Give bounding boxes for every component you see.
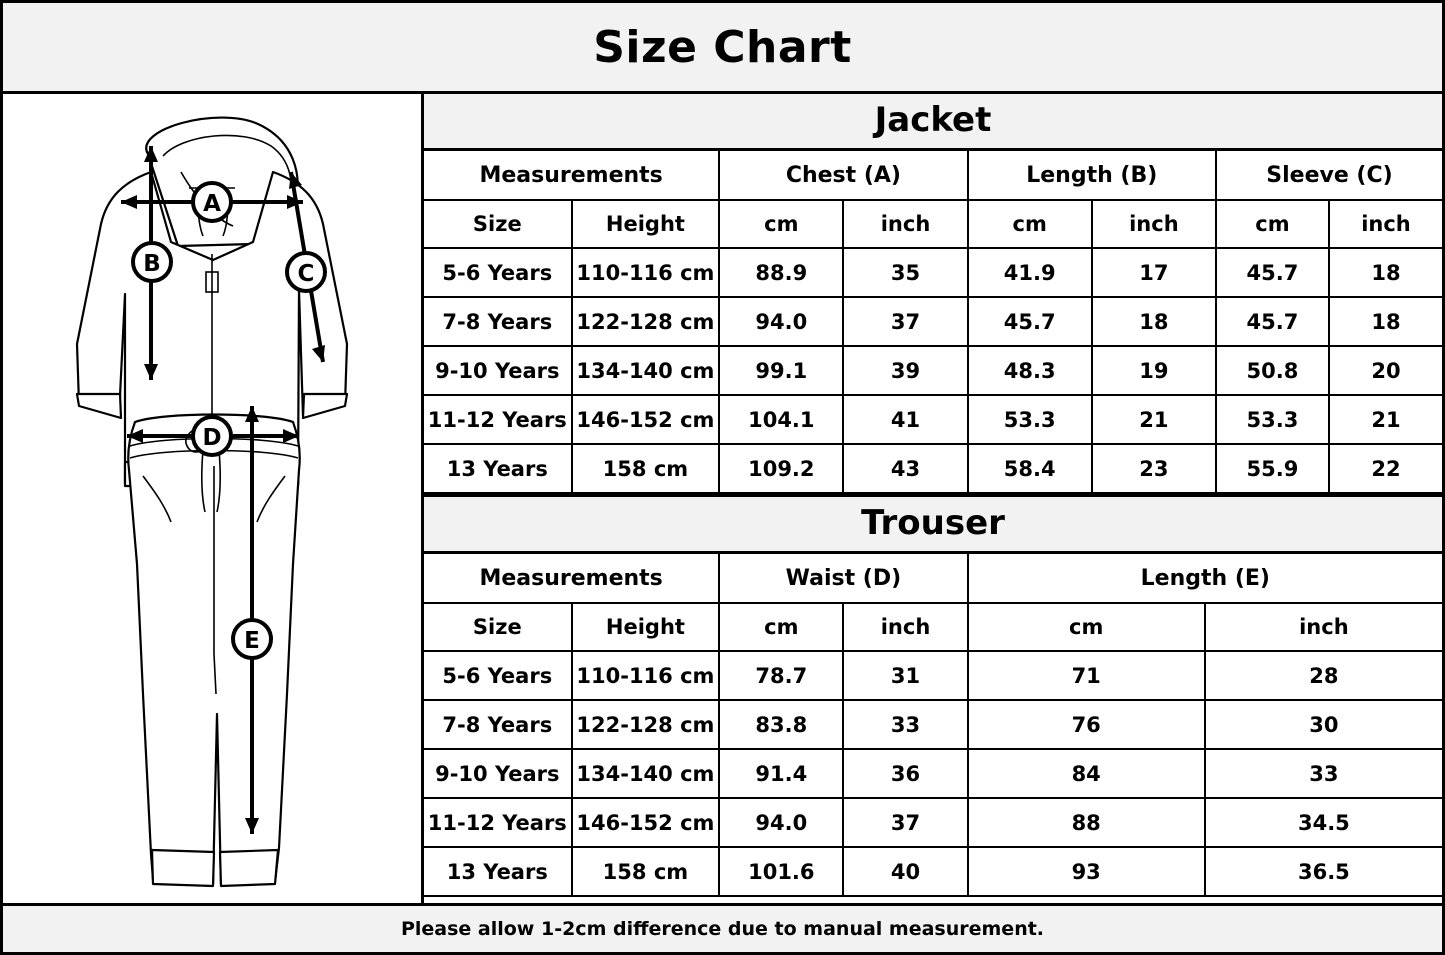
jacket-group-measurements: Measurements: [424, 151, 719, 200]
cell-height: 158 cm: [572, 847, 720, 896]
label-badge-d: [193, 417, 231, 455]
cell-length-inch: 36.5: [1205, 847, 1442, 896]
trouser-drawing: [128, 415, 300, 887]
cell-height: 122-128 cm: [572, 297, 720, 346]
jacket-table-body: [424, 248, 1442, 493]
jacket-subheader-length-inch: inch: [1092, 200, 1216, 248]
trouser-subheader-height: Height: [572, 603, 720, 651]
cell-waist-cm: 78.7: [719, 651, 843, 700]
cell-size: 9-10 Years: [424, 346, 572, 395]
cell-chest-inch: 43: [843, 444, 967, 493]
label-e-text: E: [244, 628, 260, 654]
cell-chest-cm: 104.1: [719, 395, 843, 444]
cell-chest-inch: 35: [843, 248, 967, 297]
table-row: [424, 700, 1442, 749]
cell-height: 122-128 cm: [572, 700, 720, 749]
cell-height: 134-140 cm: [572, 346, 720, 395]
trouser-group-length: Length (E): [968, 554, 1442, 603]
cell-height: 146-152 cm: [572, 395, 720, 444]
table-row: [424, 651, 1442, 700]
cell-length-cm: 53.3: [968, 395, 1092, 444]
cell-waist-inch: 33: [843, 700, 967, 749]
page-title: Size Chart: [593, 21, 852, 73]
cell-chest-inch: 37: [843, 297, 967, 346]
jacket-subheader-chest-inch: inch: [843, 200, 967, 248]
cell-sleeve-cm: 45.7: [1216, 297, 1329, 346]
cell-waist-inch: 31: [843, 651, 967, 700]
cell-length-cm: 84: [968, 749, 1205, 798]
cell-waist-cm: 83.8: [719, 700, 843, 749]
cell-length-inch: 28: [1205, 651, 1442, 700]
cell-length-inch: 21: [1092, 395, 1216, 444]
cell-height: 110-116 cm: [572, 248, 720, 297]
table-row: [424, 346, 1442, 395]
measurement-note: Please allow 1-2cm difference due to manual measurement.: [400, 918, 1045, 940]
cell-waist-inch: 37: [843, 798, 967, 847]
label-badge-a: [193, 183, 231, 221]
cell-size: 13 Years: [424, 444, 572, 493]
label-badge-e: [233, 620, 271, 658]
jacket-section-title: Jacket: [424, 94, 1442, 151]
jacket-subheader-length-cm: cm: [968, 200, 1092, 248]
cell-sleeve-inch: 21: [1329, 395, 1442, 444]
cell-height: 110-116 cm: [572, 651, 720, 700]
cell-height: 146-152 cm: [572, 798, 720, 847]
trouser-subheader-length-cm: cm: [968, 603, 1205, 651]
trouser-subheader-size: Size: [424, 603, 572, 651]
label-b-text: B: [143, 251, 161, 277]
label-badge-c: [287, 253, 325, 291]
cell-length-inch: 19: [1092, 346, 1216, 395]
trouser-table-body: [424, 651, 1442, 896]
jacket-subheader-sleeve-cm: cm: [1216, 200, 1329, 248]
trouser-subheaders: [424, 603, 1442, 651]
cell-size: 5-6 Years: [424, 651, 572, 700]
cell-length-cm: 45.7: [968, 297, 1092, 346]
jacket-table: [424, 151, 1442, 494]
garment-svg: [3, 94, 421, 903]
cell-length-cm: 76: [968, 700, 1205, 749]
cell-sleeve-cm: 45.7: [1216, 248, 1329, 297]
cell-chest-cm: 88.9: [719, 248, 843, 297]
table-row: [424, 749, 1442, 798]
jacket-subheader-chest-cm: cm: [719, 200, 843, 248]
jacket-group-sleeve: Sleeve (C): [1216, 151, 1442, 200]
table-row: [424, 297, 1442, 346]
jacket-subheader-size: Size: [424, 200, 572, 248]
cell-sleeve-inch: 20: [1329, 346, 1442, 395]
cell-size: 5-6 Years: [424, 248, 572, 297]
cell-length-inch: 23: [1092, 444, 1216, 493]
trouser-subheader-length-inch: inch: [1205, 603, 1442, 651]
cell-length-inch: 18: [1092, 297, 1216, 346]
jacket-group-chest: Chest (A): [719, 151, 967, 200]
cell-sleeve-cm: 53.3: [1216, 395, 1329, 444]
cell-length-cm: 41.9: [968, 248, 1092, 297]
table-row: [424, 248, 1442, 297]
cell-chest-cm: 99.1: [719, 346, 843, 395]
garment-illustration: [3, 94, 424, 903]
cell-waist-inch: 36: [843, 749, 967, 798]
cell-length-inch: 17: [1092, 248, 1216, 297]
cell-length-cm: 93: [968, 847, 1205, 896]
cell-waist-inch: 40: [843, 847, 967, 896]
table-row: [424, 444, 1442, 493]
cell-sleeve-cm: 50.8: [1216, 346, 1329, 395]
table-row: [424, 395, 1442, 444]
cell-length-cm: 88: [968, 798, 1205, 847]
cell-size: 7-8 Years: [424, 297, 572, 346]
jacket-subheaders: [424, 200, 1442, 248]
cell-waist-cm: 101.6: [719, 847, 843, 896]
cell-size: 9-10 Years: [424, 749, 572, 798]
label-d-text: D: [202, 425, 222, 451]
trouser-group-waist: Waist (D): [719, 554, 967, 603]
cell-waist-cm: 94.0: [719, 798, 843, 847]
cell-size: 13 Years: [424, 847, 572, 896]
page-title-bar: [3, 3, 1442, 94]
chart-body: [3, 94, 1442, 903]
table-row: [424, 798, 1442, 847]
table-row: [424, 847, 1442, 896]
trouser-header-groups: [424, 554, 1442, 603]
cell-size: 7-8 Years: [424, 700, 572, 749]
label-badge-b: [133, 243, 171, 281]
label-c-text: C: [297, 261, 315, 287]
cell-chest-inch: 39: [843, 346, 967, 395]
cell-length-inch: 33: [1205, 749, 1442, 798]
cell-length-inch: 34.5: [1205, 798, 1442, 847]
trouser-table: [424, 554, 1442, 897]
cell-sleeve-cm: 55.9: [1216, 444, 1329, 493]
tables-area: [424, 94, 1442, 903]
cell-size: 11-12 Years: [424, 798, 572, 847]
cell-length-cm: 48.3: [968, 346, 1092, 395]
cell-chest-inch: 41: [843, 395, 967, 444]
cell-height: 134-140 cm: [572, 749, 720, 798]
cell-length-cm: 58.4: [968, 444, 1092, 493]
cell-sleeve-inch: 18: [1329, 297, 1442, 346]
cell-length-inch: 30: [1205, 700, 1442, 749]
cell-length-cm: 71: [968, 651, 1205, 700]
cell-size: 11-12 Years: [424, 395, 572, 444]
cell-chest-cm: 94.0: [719, 297, 843, 346]
trouser-subheader-waist-cm: cm: [719, 603, 843, 651]
trouser-group-measurements: Measurements: [424, 554, 719, 603]
label-a-text: A: [203, 191, 221, 217]
footer-bar: [3, 903, 1442, 952]
jacket-subheader-height: Height: [572, 200, 720, 248]
trouser-subheader-waist-inch: inch: [843, 603, 967, 651]
jacket-group-length: Length (B): [968, 151, 1216, 200]
cell-sleeve-inch: 18: [1329, 248, 1442, 297]
cell-sleeve-inch: 22: [1329, 444, 1442, 493]
jacket-header-groups: [424, 151, 1442, 200]
jacket-subheader-sleeve-inch: inch: [1329, 200, 1442, 248]
cell-chest-cm: 109.2: [719, 444, 843, 493]
cell-height: 158 cm: [572, 444, 720, 493]
trouser-section-title: Trouser: [424, 494, 1442, 554]
cell-waist-cm: 91.4: [719, 749, 843, 798]
